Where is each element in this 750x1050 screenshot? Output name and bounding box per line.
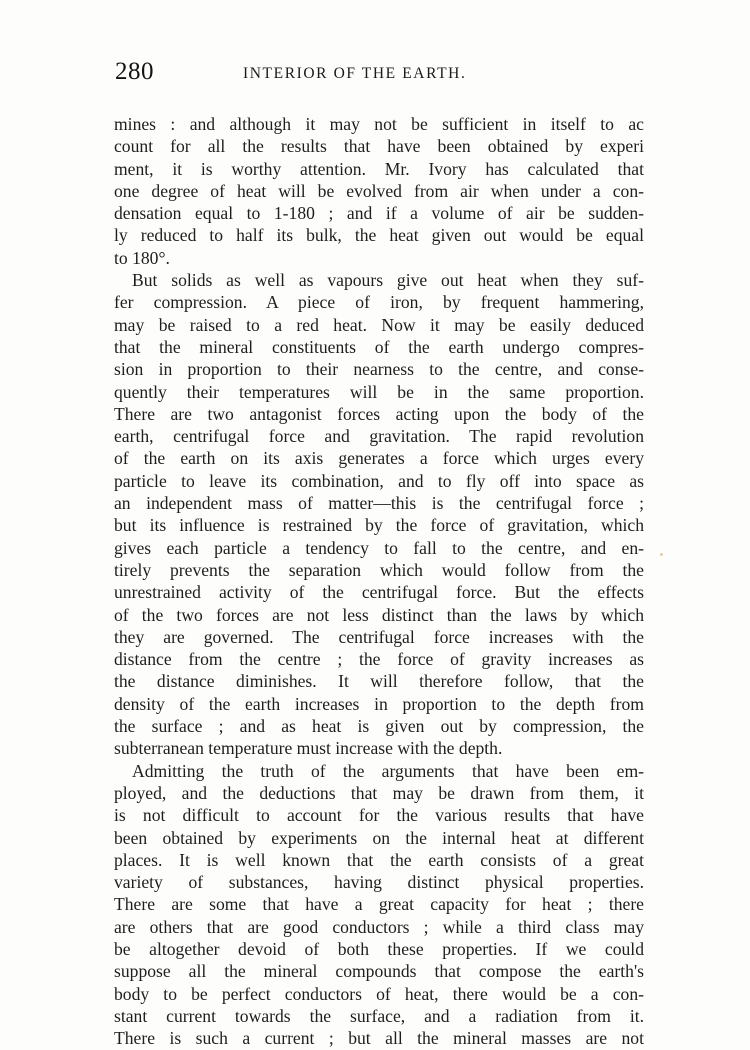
text-line: may be raised to a red heat. Now it may be easily deduced [114,314,644,335]
text-line: that the mineral constituents of the earth undergo compres- [114,336,644,357]
text-line: count for all the results that have been obtained by experi [114,136,644,157]
text-line: There are two antagonist forces acting upon the body of the [114,403,644,424]
text-line: densation equal to 1-180 ; and if a volume of air be sudden- [114,203,644,224]
text-line: There are some that have a great capacity for heat ; there [114,894,644,915]
text-line: be altogether devoid of both these properties. If we could [114,938,644,959]
page-header [115,58,645,92]
text-line: an independent mass of matter—this is the centrifugal force ; [114,493,644,514]
text-line: are others that are good conductors ; while a third class may [114,916,644,937]
paper-speck [660,553,663,556]
text-line: been obtained by experiments on the internal heat at different [114,827,644,848]
text-line: gives each particle a tendency to fall to the centre, and en- [114,537,644,558]
running-head: INTERIOR OF THE EARTH. [243,65,467,82]
text-line: earth, centrifugal force and gravitation. The rapid revolution [114,426,644,447]
page-number: 280 [115,58,154,85]
text-line: suppose all the mineral compounds that compose the earth's [114,961,644,982]
text-line: distance from the centre ; the force of gravity increases as [114,649,644,670]
text-line: tirely prevents the separation which would follow from the [114,559,644,580]
text-line: variety of substances, having distinct physical properties. [114,872,644,893]
text-line: Admitting the truth of the arguments that have been em- [132,760,644,781]
text-line: to 180°. [114,247,170,268]
text-line: of the two forces are not less distinct than the laws by which [114,604,644,625]
text-line: fer compression. A piece of iron, by frequent hammering, [114,292,644,313]
text-line: There is such a current ; but all the mineral masses are not [114,1028,644,1049]
text-line: But solids as well as vapours give out heat when they suf- [132,270,644,291]
text-line: of the earth on its axis generates a force which urges every [114,448,644,469]
text-line: sion in proportion to their nearness to the centre, and conse- [114,359,644,380]
text-line: they are governed. The centrifugal force increases with the [114,626,644,647]
body-text [114,113,644,1049]
text-line: the surface ; and as heat is given out by compression, the [114,716,644,737]
text-line: ment, it is worthy attention. Mr. Ivory has calculated that [114,158,644,179]
text-line: subterranean temperature must increase with the depth. [114,738,503,759]
text-line: but its influence is restrained by the force of gravitation, which [114,515,644,536]
text-line: stant current towards the surface, and a radiation from it. [114,1005,644,1026]
text-line: places. It is well known that the earth consists of a great [114,849,644,870]
text-line: body to be perfect conductors of heat, there would be a con- [114,983,644,1004]
text-line: the distance diminishes. It will therefore follow, that the [114,671,644,692]
text-line: unrestrained activity of the centrifugal force. But the effects [114,582,644,603]
text-line: one degree of heat will be evolved from air when under a con- [114,180,644,201]
text-line: ly reduced to half its bulk, the heat given out would be equal [114,225,644,246]
text-line: mines : and although it may not be sufficient in itself to ac [114,114,644,134]
text-line: is not difficult to account for the various results that have [114,805,644,826]
text-line: quently their temperatures will be in the same proportion. [114,381,644,402]
text-line: density of the earth increases in proportion to the depth from [114,693,644,714]
text-line: particle to leave its combination, and to fly off into space as [114,470,644,491]
text-line: ployed, and the deductions that may be drawn from them, it [114,782,644,803]
